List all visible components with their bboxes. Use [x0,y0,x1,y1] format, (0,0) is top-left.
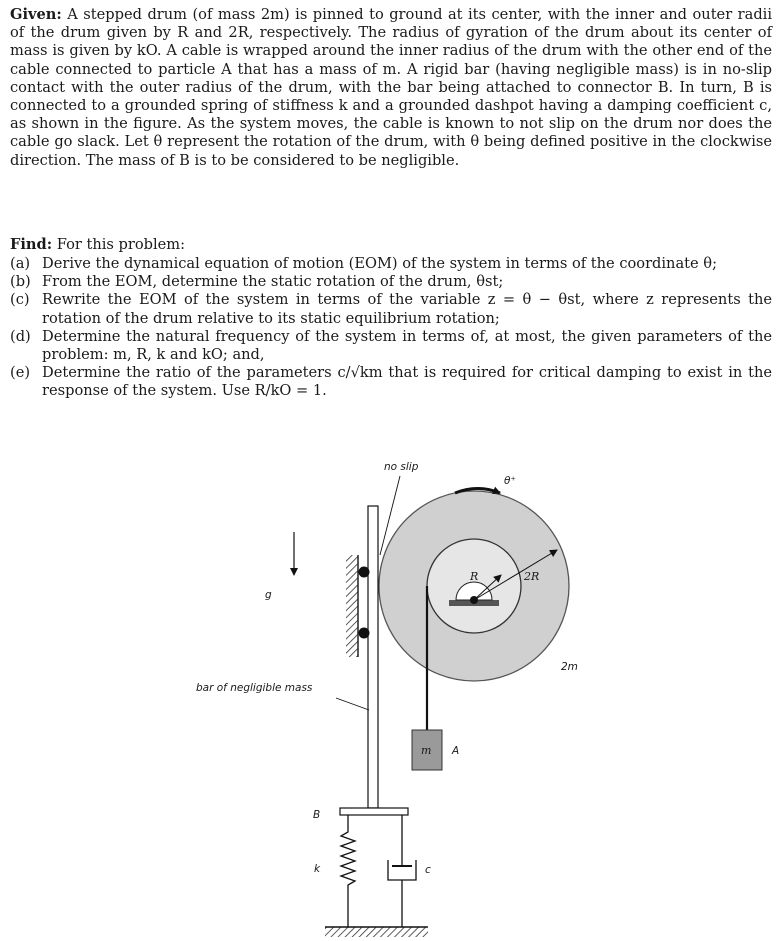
bar-leader [336,698,369,710]
find-item-tag: (a) [10,255,31,272]
label-mass-m: m [421,744,432,757]
find-item-text: Determine the ratio of the parameters c/√km that is required for critical damping to exist in the response of the system. Use R/kO = 1. [42,364,772,400]
find-item-text: Rewrite the EOM of the system in terms of the variable z = θ − θst, where z represents the rotation of the drum relative to its static equilibrium rotation; [42,291,772,327]
label-2R: 2R [524,570,540,583]
mechanism-figure [0,440,782,940]
label-theta: θ⁺ [504,475,516,487]
find-item-b [10,273,772,291]
label-no-slip: no slip [384,461,419,473]
find-heading [10,236,772,254]
spring-k [341,815,355,927]
wall-hatch [346,555,358,657]
find-item-text: Determine the natural frequency of the system in terms of, at most, the given parameters of the problem: m, R, k and kO; and, [42,327,772,364]
label-bar: bar of negligible mass [196,682,313,694]
given-lead: Given: [10,6,62,23]
label-A: A [452,745,460,757]
find-item-d [10,328,772,364]
label-B: B [313,809,321,821]
find-item-tag: (b) [10,273,31,291]
find-item-e [10,364,772,400]
find-item-tag: (c) [10,291,30,309]
find-item-a [10,255,772,273]
find-intro: For this problem: [56,236,186,253]
roller-top [359,567,370,578]
connector-B [340,808,408,815]
given-text: A stepped drum (of mass 2m) is pinned to ground at its center, with the inner and outer radii of the drum given by R and 2R, respectively. The radius of gyration of the drum about its center of mass is given by kO. A cable is wrapped around the inner radius of the drum with the other end of the cable connected to particle A that has a mass of m. A rigid bar (having negligible mass) is in no-slip contact with the outer radius of the drum, with the bar being attached to connector B. In turn, B is connected to a grounded spring of stiffness k and a grounded dashpot having a damping coefficient c, as shown in the figure. As the system moves, the cable is known to not slip on the drum nor does the cable go slack. Let θ represent the rotation of the drum, with θ being defined positive in the clockwise direction. The mass of B is to be considered to be negligible. [10,6,773,169]
find-lead: Find: [10,236,53,253]
rigid-bar [368,506,378,808]
given-paragraph [10,6,772,170]
find-item-c [10,291,772,327]
find-list [10,255,772,401]
find-item-text: Derive the dynamical equation of motion (EOM) of the system in terms of the coordinate θ; [42,255,717,272]
find-item-text: From the EOM, determine the static rotation of the drum, θst; [42,273,504,291]
label-R: R [470,570,479,583]
roller-bottom [359,628,370,639]
find-item-tag: (e) [10,364,31,382]
find-item-tag: (d) [10,327,31,345]
label-c: c [425,864,431,876]
label-k: k [314,863,321,875]
ground-hatch [325,927,428,937]
label-g: g [265,589,272,601]
label-2m: 2m [561,661,578,673]
